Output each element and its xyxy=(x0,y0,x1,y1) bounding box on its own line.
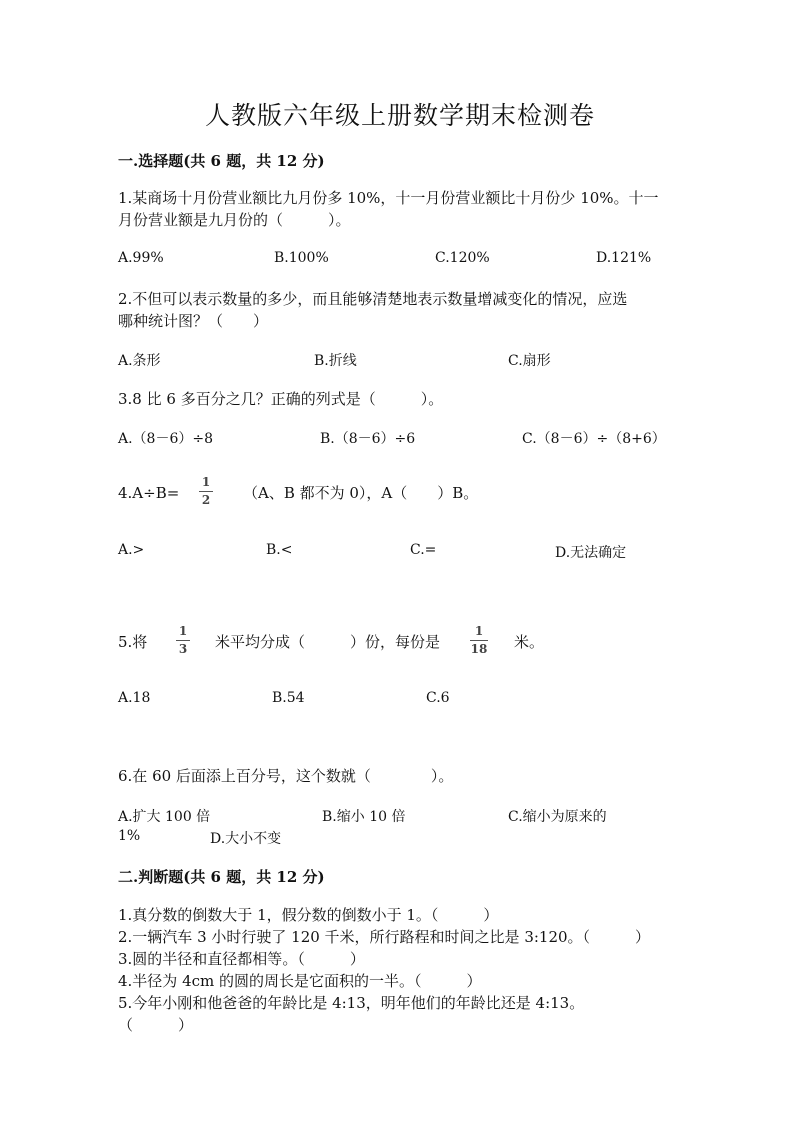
section-header-judgment: 二.判断题(共 6 题，共 12 分) xyxy=(118,868,325,886)
question-2-option-c: C.扇形 xyxy=(508,353,551,369)
question-3-option-c: C.（8－6）÷（8+6） xyxy=(522,431,666,447)
fraction-bar xyxy=(176,640,190,641)
fraction-bar xyxy=(199,491,213,492)
judgment-item-5-continued: （ ） xyxy=(118,1016,194,1034)
question-5-prefix: 5.将 xyxy=(118,633,148,651)
question-6-option-a: A.扩大 100 倍 xyxy=(118,809,211,825)
fraction-bar xyxy=(470,640,488,641)
question-4-option-b: B.< xyxy=(266,542,293,558)
question-6-option-b: B.缩小 10 倍 xyxy=(322,809,406,825)
question-6-option-c-continued: 1% xyxy=(118,828,141,844)
question-5-suffix: 米。 xyxy=(514,633,545,651)
question-4-prefix: 4.A÷B= xyxy=(118,484,180,502)
question-6-option-d: D.大小不变 xyxy=(210,831,282,847)
judgment-item-5: 5.今年小刚和他爸爸的年龄比是 4:13，明年他们的年龄比还是 4:13。 xyxy=(118,994,585,1012)
fraction-denominator: 3 xyxy=(178,642,188,656)
question-4-suffix: （A、B 都不为 0），A（ ）B。 xyxy=(243,484,479,502)
question-5-fraction-2 xyxy=(470,625,488,656)
fraction-numerator: 1 xyxy=(178,624,188,638)
fraction-numerator: 1 xyxy=(201,475,211,489)
question-2-line-1: 2.不但可以表示数量的多少，而且能够清楚地表示数量增减变化的情况，应选 xyxy=(118,290,628,308)
question-3-line-1: 3.8 比 6 多百分之几？正确的列式是（ ）。 xyxy=(118,390,444,408)
question-1-option-c: C.120% xyxy=(435,250,490,266)
fraction-denominator: 18 xyxy=(470,642,488,656)
judgment-item-4: 4.半径为 4cm 的圆的周长是它面积的一半。（ ） xyxy=(118,972,482,990)
question-2-line-2: 哪种统计图？（ ） xyxy=(118,312,269,330)
question-3-option-a: A.（8－6）÷8 xyxy=(118,431,214,447)
question-5-option-a: A.18 xyxy=(118,690,151,706)
question-4-option-d: D.无法确定 xyxy=(555,545,627,561)
question-2-option-a: A.条形 xyxy=(118,353,161,369)
question-1-line-2: 月份营业额是九月份的（ ）。 xyxy=(118,211,351,229)
question-3-option-b: B.（8－6）÷6 xyxy=(320,431,416,447)
question-4-option-a: A.> xyxy=(118,542,145,558)
question-5-middle: 米平均分成（ ）份，每份是 xyxy=(215,633,441,651)
question-4-fraction xyxy=(199,476,213,507)
question-5-option-b: B.54 xyxy=(272,690,305,706)
question-5-option-c: C.6 xyxy=(426,690,450,706)
page-title: 人教版六年级上册数学期末检测卷 xyxy=(204,101,595,130)
section-header-choice: 一.选择题(共 6 题，共 12 分) xyxy=(118,152,325,170)
question-1-option-d: D.121% xyxy=(596,250,652,266)
question-6-option-c: C.缩小为原来的 xyxy=(508,809,607,825)
judgment-item-1: 1.真分数的倒数大于 1，假分数的倒数小于 1。（ ） xyxy=(118,906,499,924)
judgment-item-3: 3.圆的半径和直径都相等。（ ） xyxy=(118,950,365,968)
question-1-option-b: B.100% xyxy=(274,250,329,266)
question-1-line-1: 1.某商场十月份营业额比九月份多 10%，十一月份营业额比十月份少 10%。十一 xyxy=(118,189,659,207)
question-4-option-c: C.= xyxy=(410,542,437,558)
question-2-option-b: B.折线 xyxy=(314,353,357,369)
fraction-denominator: 2 xyxy=(201,493,211,507)
question-6-line-1: 6.在 60 后面添上百分号，这个数就（ ）。 xyxy=(118,767,454,785)
question-1-option-a: A.99% xyxy=(118,250,164,266)
fraction-numerator: 1 xyxy=(474,624,484,638)
question-5-fraction-1 xyxy=(176,625,190,656)
judgment-item-2: 2.一辆汽车 3 小时行驶了 120 千米，所行路程和时间之比是 3:120。（ ） xyxy=(118,928,651,946)
